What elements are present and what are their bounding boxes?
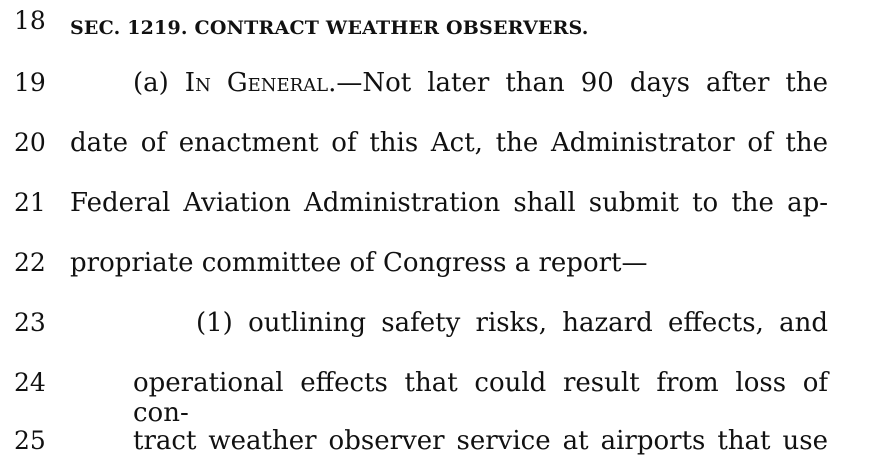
line-number: 20	[14, 128, 46, 157]
line-number: 25	[14, 426, 46, 455]
line-number: 19	[14, 68, 46, 97]
line-number: 21	[14, 188, 46, 217]
line-18	[0, 4, 880, 44]
text-line: tract weather observer service at airports that use	[133, 426, 828, 456]
subsection-a-intro	[133, 68, 828, 98]
line-number: 24	[14, 368, 46, 397]
line-number: 18	[14, 6, 46, 35]
line-21	[0, 186, 880, 226]
line-22	[0, 246, 880, 286]
line-19	[0, 66, 880, 106]
line-23	[0, 306, 880, 346]
subsection-heading: In General	[184, 68, 329, 98]
line-20	[0, 126, 880, 166]
paragraph-1-text: (1) outlining safety risks, hazard effects, and	[196, 308, 828, 338]
line-number: 23	[14, 308, 46, 337]
text-line: propriate committee of Congress a report—	[70, 248, 648, 278]
text-line: operational effects that could result from loss of con-	[133, 368, 828, 428]
text-line: date of enactment of this Act, the Administrator of the	[70, 128, 828, 158]
subsection-prefix: (a)	[133, 68, 185, 98]
line-24	[0, 366, 880, 428]
line-number: 22	[14, 248, 46, 277]
line-25	[0, 424, 880, 464]
subsection-text: .—Not later than 90 days after the	[328, 68, 828, 98]
text-line: Federal Aviation Administration shall submit to the ap-	[70, 188, 828, 218]
section-heading: SEC. 1219. CONTRACT WEATHER OBSERVERS.	[70, 17, 589, 39]
